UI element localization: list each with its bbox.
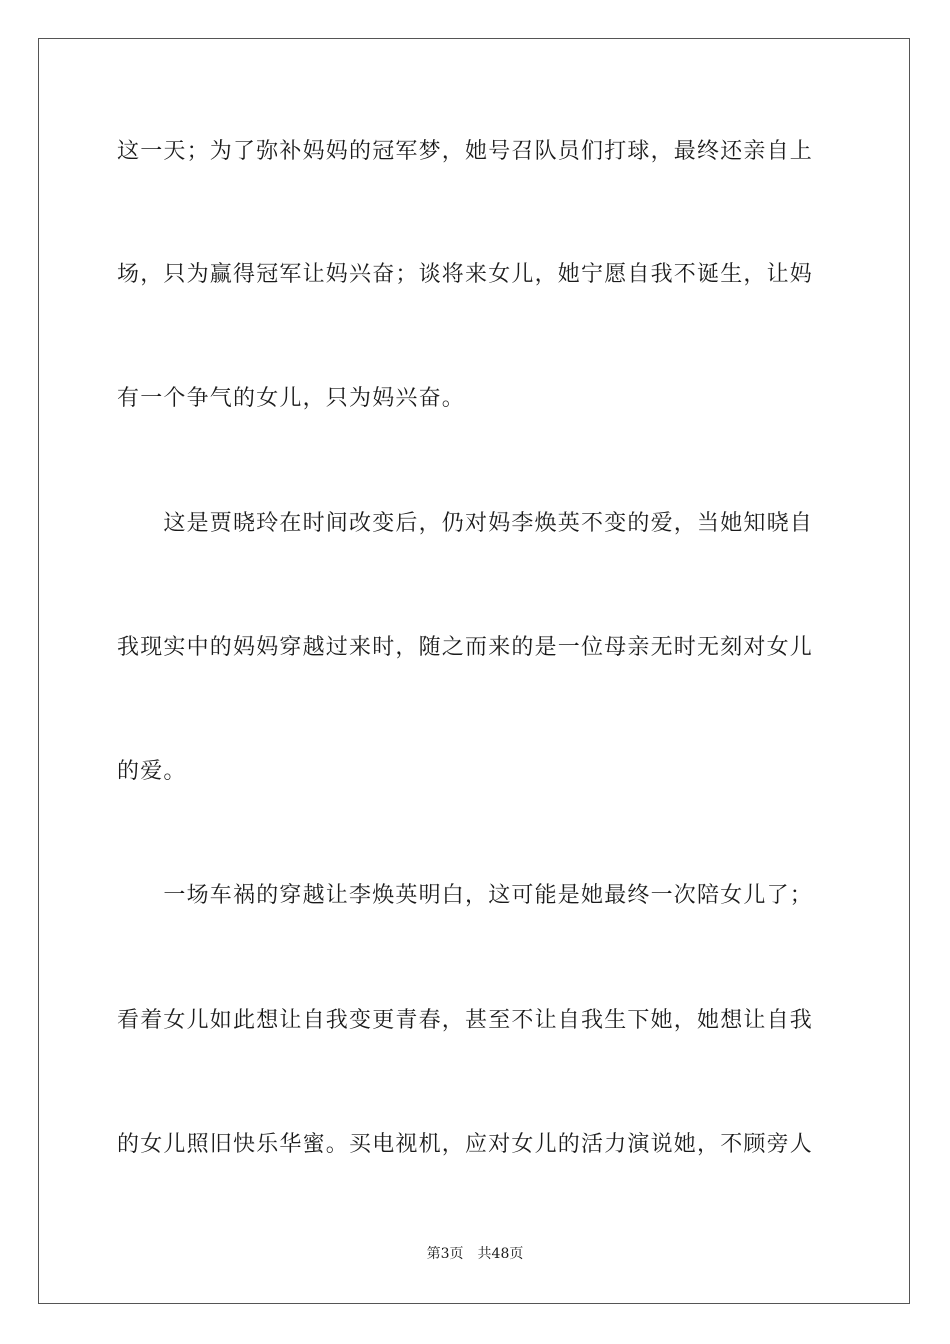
body-text-line: 我现实中的妈妈穿越过来时，随之而来的是一位母亲无时无刻对女儿 bbox=[117, 635, 814, 660]
body-text-line: 这是贾晓玲在时间改变后，仍对妈李焕英不变的爱，当她知晓自 bbox=[117, 511, 814, 536]
page-border bbox=[38, 38, 910, 1304]
page-number: 第3页 bbox=[426, 1246, 464, 1262]
body-text-line: 场，只为赢得冠军让妈兴奋；谈将来女儿，她宁愿自我不诞生，让妈 bbox=[117, 262, 814, 287]
body-text-line: 的女儿照旧快乐华蜜。买电视机，应对女儿的活力演说她，不顾旁人 bbox=[117, 1132, 814, 1157]
body-text-line: 看着女儿如此想让自我变更青春，甚至不让自我生下她，她想让自我 bbox=[117, 1008, 814, 1033]
body-text-line: 的爱。 bbox=[117, 759, 187, 784]
body-text-line: 这一天；为了弥补妈妈的冠军梦，她号召队员们打球，最终还亲自上 bbox=[117, 139, 814, 164]
page-footer bbox=[0, 1245, 950, 1263]
page-total: 共48页 bbox=[477, 1246, 524, 1262]
body-text-line: 一场车祸的穿越让李焕英明白，这可能是她最终一次陪女儿了； bbox=[117, 883, 814, 908]
body-text-line: 有一个争气的女儿，只为妈兴奋。 bbox=[117, 386, 466, 411]
